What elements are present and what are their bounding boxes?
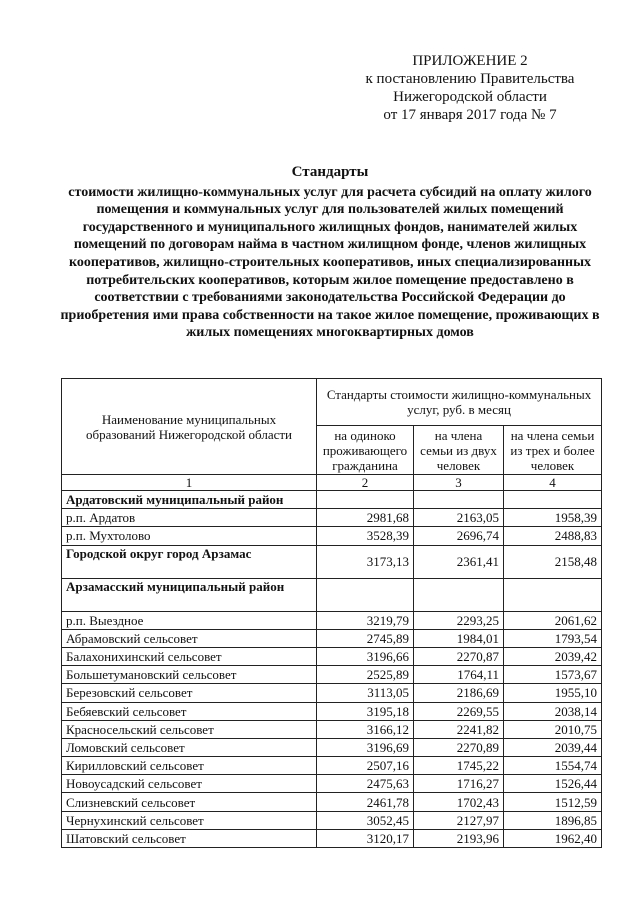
row-name: Новоусадский сельсовет: [62, 775, 317, 793]
table-row: [62, 738, 602, 756]
document-subheading: стоимости жилищно-коммунальных услуг для расчета субсидий на оплату жилого помещения и коммунальных услуг для пользователей жилых помещений государственного и муниципального жилищных фондов, нанимателей жилых помещений по договорам найма в частном жилищном фонде, членов жилищных кооперативов, жилищно-строительных кооперативов, иных специализированных потребительских кооперативов, которым жилое помещение предоставлено в соответствии с требованиями законодательства Российской Федерации до приобретения ими права собственности на такое жилое помещение, проживающих в жилых помещениях многоквартирных домов: [60, 184, 600, 341]
header-family-of-two: на члена семьи из двух человек: [414, 426, 504, 475]
row-value-single: 2475,63: [317, 775, 414, 793]
row-value-three-plus: 2488,83: [504, 527, 602, 545]
table-row: [62, 811, 602, 829]
row-value-single: 3173,13: [317, 545, 414, 578]
table-row: [62, 527, 602, 545]
row-value-single: 3120,17: [317, 829, 414, 847]
row-name: р.п. Ардатов: [62, 509, 317, 527]
document-title: [60, 164, 600, 342]
header-single-resident: на одиноко проживающего гражданина: [317, 426, 414, 475]
row-name: Кирилловский сельсовет: [62, 757, 317, 775]
appendix-title: ПРИЛОЖЕНИЕ 2: [412, 53, 528, 69]
row-value-three-plus: 1573,67: [504, 666, 602, 684]
row-value-single: 3052,45: [317, 811, 414, 829]
row-value-two: 2270,87: [414, 647, 504, 665]
row-value-three-plus: 1896,85: [504, 811, 602, 829]
table-row: [62, 666, 602, 684]
table-row: [62, 829, 602, 847]
column-number: 4: [504, 475, 602, 491]
row-name: Балахонихинский сельсовет: [62, 647, 317, 665]
row-value-single: 3113,05: [317, 684, 414, 702]
row-value-two: 2269,55: [414, 702, 504, 720]
row-value-two: 2127,97: [414, 811, 504, 829]
row-value-three-plus: [504, 578, 602, 611]
row-value-three-plus: 2010,75: [504, 720, 602, 738]
row-value-three-plus: 2039,42: [504, 647, 602, 665]
table-row: [62, 578, 602, 611]
row-name: Шатовский сельсовет: [62, 829, 317, 847]
row-value-two: [414, 578, 504, 611]
row-name: Бебяевский сельсовет: [62, 702, 317, 720]
row-value-two: 2293,25: [414, 611, 504, 629]
row-value-three-plus: 2038,14: [504, 702, 602, 720]
column-number: 2: [317, 475, 414, 491]
table-row: [62, 491, 602, 509]
standards-table: [61, 378, 602, 848]
table-row: [62, 545, 602, 578]
row-value-three-plus: 1554,74: [504, 757, 602, 775]
row-value-single: 3196,69: [317, 738, 414, 756]
row-value-single: 2461,78: [317, 793, 414, 811]
document-heading: Стандарты: [291, 164, 369, 180]
row-value-three-plus: 1512,59: [504, 793, 602, 811]
row-value-single: [317, 578, 414, 611]
row-value-three-plus: 1793,54: [504, 629, 602, 647]
row-value-three-plus: 1526,44: [504, 775, 602, 793]
row-name: Слизневский сельсовет: [62, 793, 317, 811]
row-value-two: 1702,43: [414, 793, 504, 811]
row-name: р.п. Мухтолово: [62, 527, 317, 545]
row-value-single: 3196,66: [317, 647, 414, 665]
table-row: [62, 720, 602, 738]
row-value-three-plus: 2061,62: [504, 611, 602, 629]
row-name: Красносельский сельсовет: [62, 720, 317, 738]
table-row: [62, 757, 602, 775]
appendix-line-1: к постановлению Правительства: [365, 71, 575, 87]
row-value-three-plus: 1958,39: [504, 509, 602, 527]
row-value-single: 3528,39: [317, 527, 414, 545]
row-value-two: 1984,01: [414, 629, 504, 647]
table-row: [62, 629, 602, 647]
row-value-three-plus: 1955,10: [504, 684, 602, 702]
row-name: Ардатовский муниципальный район: [62, 491, 317, 509]
row-value-two: 2241,82: [414, 720, 504, 738]
appendix-line-2: Нижегородской области: [393, 89, 547, 105]
row-value-two: 2193,96: [414, 829, 504, 847]
row-name: Городской округ город Арзамас: [62, 545, 317, 578]
table-row: [62, 647, 602, 665]
row-value-two: 2163,05: [414, 509, 504, 527]
row-value-two: 1745,22: [414, 757, 504, 775]
row-value-three-plus: 2039,44: [504, 738, 602, 756]
row-name: Арзамасский муниципальный район: [62, 578, 317, 611]
row-name: Чернухинский сельсовет: [62, 811, 317, 829]
row-value-single: 2525,89: [317, 666, 414, 684]
row-name: Абрамовский сельсовет: [62, 629, 317, 647]
row-value-two: 2186,69: [414, 684, 504, 702]
row-value-two: [414, 491, 504, 509]
table-row: [62, 793, 602, 811]
table-row: [62, 509, 602, 527]
row-value-single: 3219,79: [317, 611, 414, 629]
row-value-two: 2361,41: [414, 545, 504, 578]
appendix-line-3: от 17 января 2017 года № 7: [383, 107, 557, 123]
table-row: [62, 611, 602, 629]
row-value-single: 2507,16: [317, 757, 414, 775]
row-value-single: 2745,89: [317, 629, 414, 647]
row-value-single: 3166,12: [317, 720, 414, 738]
row-value-three-plus: 2158,48: [504, 545, 602, 578]
header-family-of-three-plus: на члена семьи из трех и более человек: [504, 426, 602, 475]
table-row: [62, 775, 602, 793]
row-name: Большетумановский сельсовет: [62, 666, 317, 684]
column-number: 3: [414, 475, 504, 491]
table-row: [62, 684, 602, 702]
header-standards-group: Стандарты стоимости жилищно-коммунальных услуг, руб. в месяц: [317, 379, 602, 426]
row-name: Березовский сельсовет: [62, 684, 317, 702]
header-municipality: Наименование муниципальных образований Нижегородской области: [62, 379, 317, 475]
table-row: [62, 702, 602, 720]
row-value-single: [317, 491, 414, 509]
row-value-single: 2981,68: [317, 509, 414, 527]
column-number: 1: [62, 475, 317, 491]
row-value-two: 1764,11: [414, 666, 504, 684]
appendix-block: [340, 52, 600, 124]
row-value-two: 1716,27: [414, 775, 504, 793]
row-name: р.п. Выездное: [62, 611, 317, 629]
row-name: Ломовский сельсовет: [62, 738, 317, 756]
row-value-single: 3195,18: [317, 702, 414, 720]
row-value-three-plus: 1962,40: [504, 829, 602, 847]
row-value-three-plus: [504, 491, 602, 509]
row-value-two: 2270,89: [414, 738, 504, 756]
row-value-two: 2696,74: [414, 527, 504, 545]
